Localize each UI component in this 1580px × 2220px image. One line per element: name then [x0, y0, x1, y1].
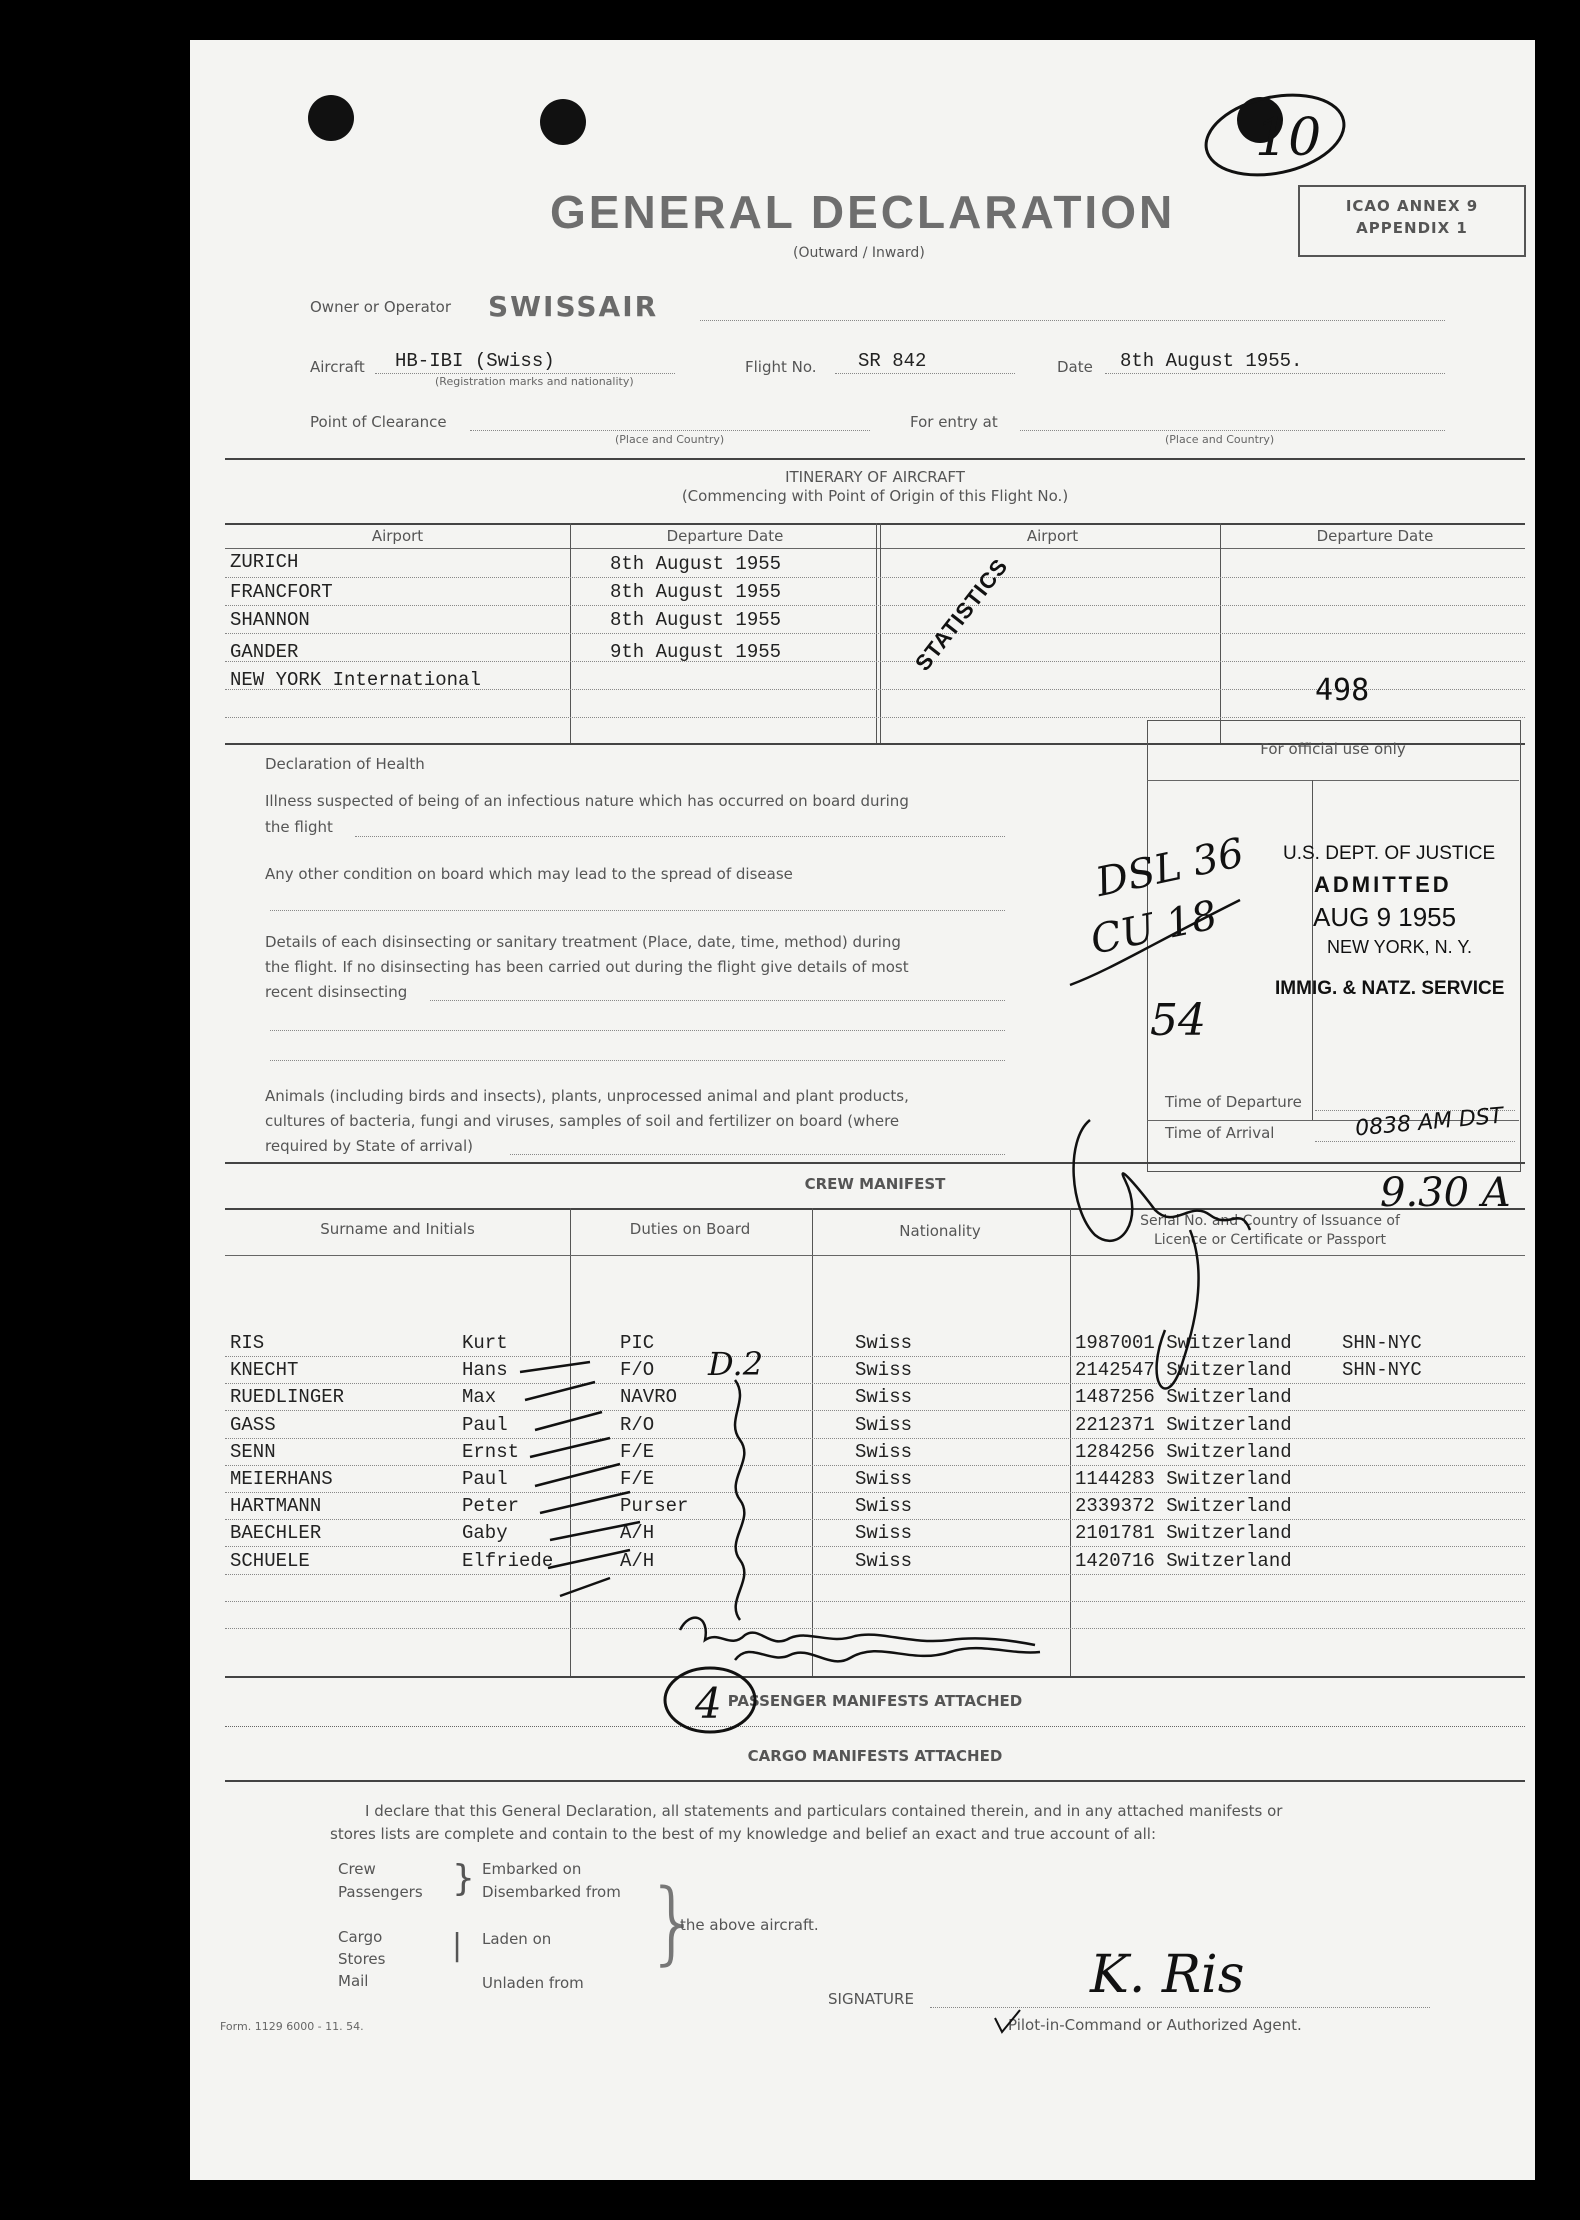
crew-hand-note: D.2 — [708, 1345, 764, 1383]
time-arrival-value: 0838 AM DST — [1354, 1103, 1505, 1142]
aircraft-label: Aircraft — [310, 358, 365, 376]
crew-duty: NAVRO — [620, 1386, 678, 1408]
crew-col-duties: Duties on Board — [629, 1220, 751, 1238]
health-illness-2: the flight — [265, 818, 333, 836]
flight-label: Flight No. — [745, 358, 817, 376]
stamp-dept: U.S. DEPT. OF JUSTICE — [1283, 843, 1496, 864]
stamp-admitted: ADMITTED — [1314, 872, 1452, 897]
signature-label: SIGNATURE — [828, 1990, 914, 2008]
itin-airport: SHANNON — [230, 609, 310, 631]
health-details-1: Details of each disinsecting or sanitary treatment (Place, date, time, method) during — [265, 933, 901, 951]
clearance-label: Point of Clearance — [310, 413, 447, 431]
owner-value: SWISSAIR — [488, 290, 659, 323]
decl-brace-1: } — [452, 1858, 475, 1899]
icao-line-1: ICAO ANNEX 9 — [1345, 197, 1479, 215]
itin-col-date-1: Departure Date — [666, 527, 784, 545]
health-other: Any other condition on board which may lead to the spread of disease — [265, 865, 793, 883]
crew-nationality: Swiss — [855, 1550, 913, 1572]
declaration-sheet — [190, 40, 1535, 2180]
itin-col-date-2: Departure Date — [1316, 527, 1434, 545]
hand-mark-2: CU 18 — [1086, 892, 1222, 964]
hand-mark-3: 54 — [1150, 995, 1206, 1046]
itin-date: 8th August 1955 — [610, 609, 782, 631]
circled-number: 10 — [1255, 108, 1322, 168]
declaration-text-1: I declare that this General Declaration, all statements and particulars contained therein, and in any attached manifests or — [365, 1802, 1283, 1820]
health-animals-3: required by State of arrival) — [265, 1137, 474, 1155]
decl-passengers: Passengers — [338, 1883, 423, 1901]
crew-tick — [535, 1412, 602, 1430]
crew-serial: 2339372 Switzerland — [1075, 1495, 1292, 1517]
crew-serial: 1987001 Switzerland — [1075, 1332, 1292, 1354]
icao-line-2: APPENDIX 1 — [1356, 219, 1468, 237]
crew-first-name: Hans — [462, 1359, 508, 1381]
crew-duty: A/H — [620, 1522, 655, 1544]
declaration-text-2: stores lists are complete and contain to the best of my knowledge and belief an exact and true account of all: — [330, 1825, 1157, 1843]
health-illness-1: Illness suspected of being of an infectious nature which has occurred on board during — [265, 792, 909, 810]
flight-value: SR 842 — [858, 350, 927, 372]
hand-mark-1: DSL 36 — [1091, 829, 1248, 907]
clearance-note: (Place and Country) — [615, 433, 725, 446]
crew-serial: 1487256 Switzerland — [1075, 1386, 1292, 1408]
crew-tick — [548, 1550, 630, 1568]
crew-first-name: Paul — [462, 1414, 508, 1436]
decl-laden: Laden on — [482, 1930, 552, 1948]
passenger-count: 4 — [695, 1679, 722, 1728]
crew-duty: F/E — [620, 1441, 655, 1463]
crew-nationality: Swiss — [855, 1522, 913, 1544]
passenger-manifests: PASSENGER MANIFESTS ATTACHED — [727, 1692, 1023, 1710]
handwritten-ink — [190, 40, 1535, 2180]
decl-above: the above aircraft. — [680, 1916, 819, 1934]
date-label: Date — [1057, 358, 1093, 376]
cargo-manifests: CARGO MANIFESTS ATTACHED — [747, 1747, 1003, 1765]
crew-bracket-squiggle — [735, 1380, 744, 1620]
crew-duty: F/E — [620, 1468, 655, 1490]
crew-surname: SCHUELE — [230, 1550, 310, 1572]
crew-serial: 2101781 Switzerland — [1075, 1522, 1292, 1544]
aircraft-note: (Registration marks and nationality) — [435, 375, 634, 388]
form-subtitle: (Outward / Inward) — [793, 245, 925, 261]
crew-first-name: Paul — [462, 1468, 508, 1490]
crew-surname: MEIERHANS — [230, 1468, 333, 1490]
health-animals-2: cultures of bacteria, fungi and viruses, samples of soil and fertilizer on board (where — [265, 1112, 900, 1130]
crew-tick — [530, 1438, 610, 1457]
crew-nationality: Swiss — [855, 1386, 913, 1408]
decl-brace-3: } — [645, 1870, 703, 1975]
decl-disembarked: Disembarked from — [482, 1883, 621, 1901]
official-title: For official use only — [1260, 740, 1406, 758]
crew-surname: SENN — [230, 1441, 276, 1463]
crew-col-surname: Surname and Initials — [320, 1220, 475, 1238]
crew-serial: 1284256 Switzerland — [1075, 1441, 1292, 1463]
crew-tick — [520, 1362, 590, 1372]
crew-script-signature — [735, 1648, 1040, 1661]
crew-title: CREW MANIFEST — [804, 1175, 946, 1193]
itin-date: 9th August 1955 — [610, 641, 782, 663]
itin-date: 8th August 1955 — [610, 553, 782, 575]
crew-duty: PIC — [620, 1332, 655, 1354]
crew-duty: A/H — [620, 1550, 655, 1572]
crew-tick — [540, 1492, 630, 1513]
crew-nationality: Swiss — [855, 1332, 913, 1354]
decl-mail: Mail — [338, 1972, 369, 1990]
owner-label: Owner or Operator — [310, 298, 451, 316]
itin-col-airport-1: Airport — [371, 527, 424, 545]
decl-stores: Stores — [338, 1950, 386, 1968]
crew-serial: 1144283 Switzerland — [1075, 1468, 1292, 1490]
crew-surname: BAECHLER — [230, 1522, 322, 1544]
signature-check — [995, 2010, 1020, 2032]
crew-duty: F/O — [620, 1359, 655, 1381]
handwritten-number: 498 — [1315, 673, 1370, 708]
official-signature-scribble — [1074, 1120, 1250, 1389]
entry-note: (Place and Country) — [1165, 433, 1275, 446]
time-arrival-label: Time of Arrival — [1165, 1124, 1275, 1142]
crew-surname: RUEDLINGER — [230, 1386, 345, 1408]
health-title: Declaration of Health — [265, 755, 425, 773]
health-animals-1: Animals (including birds and insects), plants, unprocessed animal and plant products, — [265, 1087, 909, 1105]
form-number: Form. 1129 6000 - 11. 54. — [220, 2020, 364, 2033]
itin-date: 8th August 1955 — [610, 581, 782, 603]
crew-nationality: Swiss — [855, 1468, 913, 1490]
crew-first-name: Max — [462, 1386, 497, 1408]
crew-tick — [550, 1522, 640, 1540]
itin-col-airport-2: Airport — [1026, 527, 1079, 545]
stamp-date: AUG 9 1955 — [1313, 902, 1457, 932]
health-details-3: recent disinsecting — [265, 983, 408, 1001]
crew-col-nationality: Nationality — [899, 1222, 981, 1240]
itin-airport: GANDER — [230, 641, 299, 663]
crew-surname: KNECHT — [230, 1359, 299, 1381]
itinerary-subtitle: (Commencing with Point of Origin of this Flight No.) — [681, 487, 1069, 505]
form-title: GENERAL DECLARATION — [550, 186, 1176, 238]
crew-duty: R/O — [620, 1414, 655, 1436]
crew-duty: Purser — [620, 1495, 689, 1517]
stamp-service: IMMIG. & NATZ. SERVICE — [1275, 978, 1505, 999]
signature-value: K. Ris — [1090, 1945, 1245, 2005]
aircraft-value: HB-IBI (Swiss) — [395, 350, 555, 372]
crew-nationality: Swiss — [855, 1441, 913, 1463]
crew-first-name: Peter — [462, 1495, 520, 1517]
decl-brace-2: | — [452, 1928, 463, 1963]
crew-nationality: Swiss — [855, 1495, 913, 1517]
entry-label: For entry at — [910, 413, 998, 431]
time-departure-label: Time of Departure — [1165, 1093, 1302, 1111]
decl-cargo: Cargo — [338, 1928, 383, 1946]
itin-airport: NEW YORK International — [230, 669, 481, 691]
crew-surname: GASS — [230, 1414, 276, 1436]
signature-note: Pilot-in-Command or Authorized Agent. — [1008, 2016, 1302, 2034]
hand-mark-4: 9.30 A — [1380, 1170, 1511, 1216]
decl-embarked: Embarked on — [482, 1860, 582, 1878]
crew-serial: 2142547 Switzerland — [1075, 1359, 1292, 1381]
crew-nationality: Swiss — [855, 1414, 913, 1436]
crew-serial: 1420716 Switzerland — [1075, 1550, 1292, 1572]
decl-crew: Crew — [338, 1860, 376, 1878]
crew-script-signature — [680, 1618, 1035, 1645]
crew-tick — [535, 1464, 620, 1486]
crew-route-note: SHN-NYC — [1342, 1359, 1422, 1381]
statistics-stamp: STATISTICS — [910, 553, 1013, 676]
crew-serial: 2212371 Switzerland — [1075, 1414, 1292, 1436]
crew-tick — [525, 1382, 595, 1400]
decl-unladen: Unladen from — [482, 1974, 584, 1992]
crew-tick — [560, 1578, 610, 1596]
itin-airport: FRANCFORT — [230, 581, 333, 603]
official-ink-stroke — [1070, 900, 1240, 985]
crew-route-note: SHN-NYC — [1342, 1332, 1422, 1354]
crew-surname: HARTMANN — [230, 1495, 322, 1517]
crew-nationality: Swiss — [855, 1359, 913, 1381]
crew-first-name: Elfriede — [462, 1550, 554, 1572]
crew-col-serial: Serial No. and Country of Issuance of Licence or Certificate or Passport — [1140, 1213, 1400, 1248]
crew-first-name: Ernst — [462, 1441, 520, 1463]
stamp-city: NEW YORK, N. Y. — [1327, 937, 1473, 957]
crew-surname: RIS — [230, 1332, 265, 1354]
crew-first-name: Kurt — [462, 1332, 508, 1354]
itin-airport: ZURICH — [230, 551, 299, 573]
crew-first-name: Gaby — [462, 1522, 508, 1544]
date-value: 8th August 1955. — [1120, 350, 1303, 372]
itinerary-title: ITINERARY OF AIRCRAFT — [785, 468, 965, 486]
health-details-2: the flight. If no disinsecting has been carried out during the flight give details of most — [265, 958, 909, 976]
